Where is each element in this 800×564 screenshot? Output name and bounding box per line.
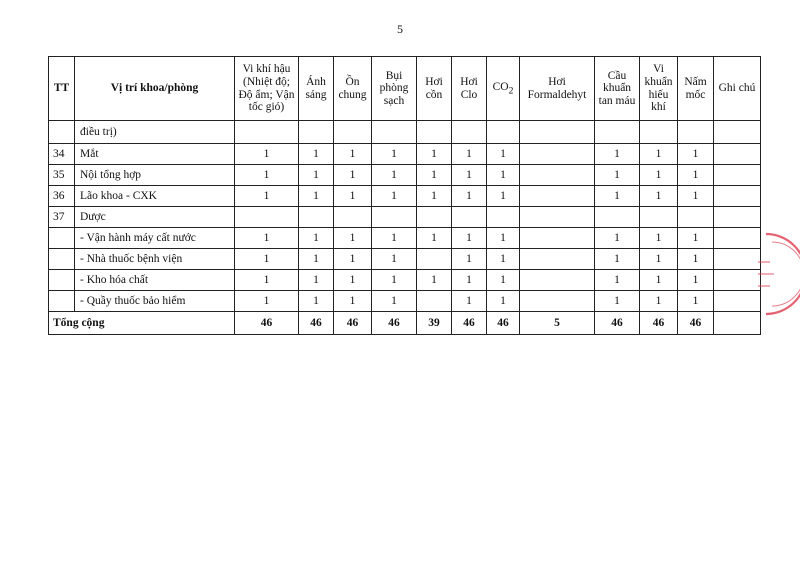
value-cell: 1 [235,144,299,165]
value-cell [417,207,452,228]
total-value-cell: 46 [678,312,714,335]
header-cell: Cầu khuẩn tan máu [595,57,640,121]
value-cell: 1 [487,228,520,249]
value-cell: 1 [372,249,417,270]
value-cell [640,207,678,228]
tt-cell [49,249,75,270]
table-row [49,270,761,291]
location-cell: Dược [75,207,235,228]
total-value-cell: 39 [417,312,452,335]
measurement-table [48,56,761,335]
value-cell [417,249,452,270]
value-cell [520,186,595,207]
total-value-cell: 46 [235,312,299,335]
tt-cell [49,291,75,312]
table-row [49,165,761,186]
value-cell [520,144,595,165]
value-cell [520,165,595,186]
value-cell: 1 [452,291,487,312]
value-cell: 1 [487,270,520,291]
value-cell: 1 [452,249,487,270]
value-cell: 1 [595,291,640,312]
total-value-cell: 46 [487,312,520,335]
value-cell: 1 [417,270,452,291]
location-cell: - Quầy thuốc bảo hiểm [75,291,235,312]
value-cell: 1 [595,165,640,186]
value-cell: 1 [640,144,678,165]
value-cell: 1 [372,270,417,291]
tt-cell [49,228,75,249]
value-cell: 1 [299,165,334,186]
value-cell: 1 [417,186,452,207]
value-cell: 1 [640,270,678,291]
value-cell [714,165,761,186]
header-cell: Vi khí hậu (Nhiệt độ; Độ ẩm; Vận tốc gió) [235,57,299,121]
value-cell: 1 [372,228,417,249]
value-cell: 1 [678,291,714,312]
tt-cell: 35 [49,165,75,186]
value-cell: 1 [334,270,372,291]
value-cell: 1 [299,249,334,270]
tt-cell: 37 [49,207,75,228]
table-row [49,228,761,249]
value-cell: 1 [452,165,487,186]
value-cell: 1 [417,165,452,186]
page-number: 5 [397,22,403,36]
value-cell: 1 [487,144,520,165]
value-cell: 1 [595,186,640,207]
header-cell [487,57,520,121]
co2-label: CO [492,80,509,93]
value-cell: 1 [452,144,487,165]
location-cell: Lão khoa - CXK [75,186,235,207]
value-cell: 1 [235,291,299,312]
value-cell: 1 [334,165,372,186]
value-cell [678,207,714,228]
value-cell: 1 [334,249,372,270]
total-value-cell: 5 [520,312,595,335]
value-cell: 1 [334,228,372,249]
value-cell [417,291,452,312]
red-seal-stamp [752,232,800,316]
header-cell: Nấm mốc [678,57,714,121]
value-cell: 1 [595,144,640,165]
value-cell: 1 [678,144,714,165]
header-cell: Ghi chú [714,57,761,121]
value-cell: 1 [678,228,714,249]
value-cell: 1 [417,228,452,249]
total-label: Tổng cộng [49,312,235,335]
value-cell [487,207,520,228]
tt-cell: 36 [49,186,75,207]
value-cell: 1 [487,186,520,207]
value-cell: 1 [235,270,299,291]
table-row [49,186,761,207]
value-cell: 1 [640,291,678,312]
value-cell [520,291,595,312]
value-cell: 1 [372,291,417,312]
value-cell [714,207,761,228]
value-cell: 1 [417,144,452,165]
value-cell: 1 [452,186,487,207]
value-cell [714,144,761,165]
value-cell: 1 [487,291,520,312]
value-cell [452,207,487,228]
tt-cell [49,270,75,291]
location-cell: Nội tổng hợp [75,165,235,186]
header-cell: Ánh sáng [299,57,334,121]
header-cell: Hơi Clo [452,57,487,121]
value-cell: 1 [595,228,640,249]
value-cell: 1 [235,165,299,186]
co2-subscript: 2 [508,84,514,96]
value-cell [520,228,595,249]
total-row [49,312,761,335]
total-value-cell: 46 [452,312,487,335]
value-cell: 1 [334,144,372,165]
value-cell [595,207,640,228]
value-cell: 1 [372,186,417,207]
value-cell: 1 [235,228,299,249]
header-cell: TT [49,57,75,121]
value-cell: 1 [299,270,334,291]
value-cell: 1 [640,249,678,270]
location-cell: điều trị) [75,121,235,144]
table-row [49,291,761,312]
value-cell: 1 [487,165,520,186]
value-cell [520,249,595,270]
value-cell [520,270,595,291]
location-cell: - Nhà thuốc bệnh viện [75,249,235,270]
total-value-cell: 46 [595,312,640,335]
table-row [49,249,761,270]
value-cell: 1 [640,228,678,249]
value-cell [334,207,372,228]
value-cell: 1 [678,249,714,270]
value-cell: 1 [334,291,372,312]
value-cell: 1 [235,249,299,270]
total-value-cell: 46 [372,312,417,335]
value-cell: 1 [640,165,678,186]
value-cell: 1 [487,249,520,270]
value-cell: 1 [678,165,714,186]
location-cell: Mắt [75,144,235,165]
value-cell [714,186,761,207]
value-cell: 1 [372,165,417,186]
value-cell: 1 [595,249,640,270]
value-cell: 1 [452,270,487,291]
table-row [49,207,761,228]
value-cell [235,207,299,228]
value-cell: 1 [595,270,640,291]
value-cell: 1 [372,144,417,165]
value-cell: 1 [334,186,372,207]
value-cell: 1 [235,186,299,207]
value-cell: 1 [678,186,714,207]
value-cell: 1 [299,144,334,165]
value-cell: 1 [299,228,334,249]
tt-cell: 34 [49,144,75,165]
tt-cell [49,121,75,144]
table-row [49,144,761,165]
total-value-cell: 46 [334,312,372,335]
value-cell [520,207,595,228]
header-cell: Hơi cồn [417,57,452,121]
location-cell: - Vận hành máy cất nước [75,228,235,249]
value-cell: 1 [640,186,678,207]
header-cell: Hơi Formaldehyt [520,57,595,121]
value-cell [299,207,334,228]
header-cell: Vi khuẩn hiếu khí [640,57,678,121]
header-cell: Vị trí khoa/phòng [75,57,235,121]
value-cell [372,207,417,228]
value-cell: 1 [452,228,487,249]
location-cell: - Kho hóa chất [75,270,235,291]
value-cell: 1 [299,186,334,207]
table-row [49,121,761,144]
total-value-cell: 46 [640,312,678,335]
total-value-cell: 46 [299,312,334,335]
value-cell: 1 [678,270,714,291]
header-cell: Bụi phòng sạch [372,57,417,121]
value-cell: 1 [299,291,334,312]
header-cell: Ồn chung [334,57,372,121]
header-row [49,57,761,121]
